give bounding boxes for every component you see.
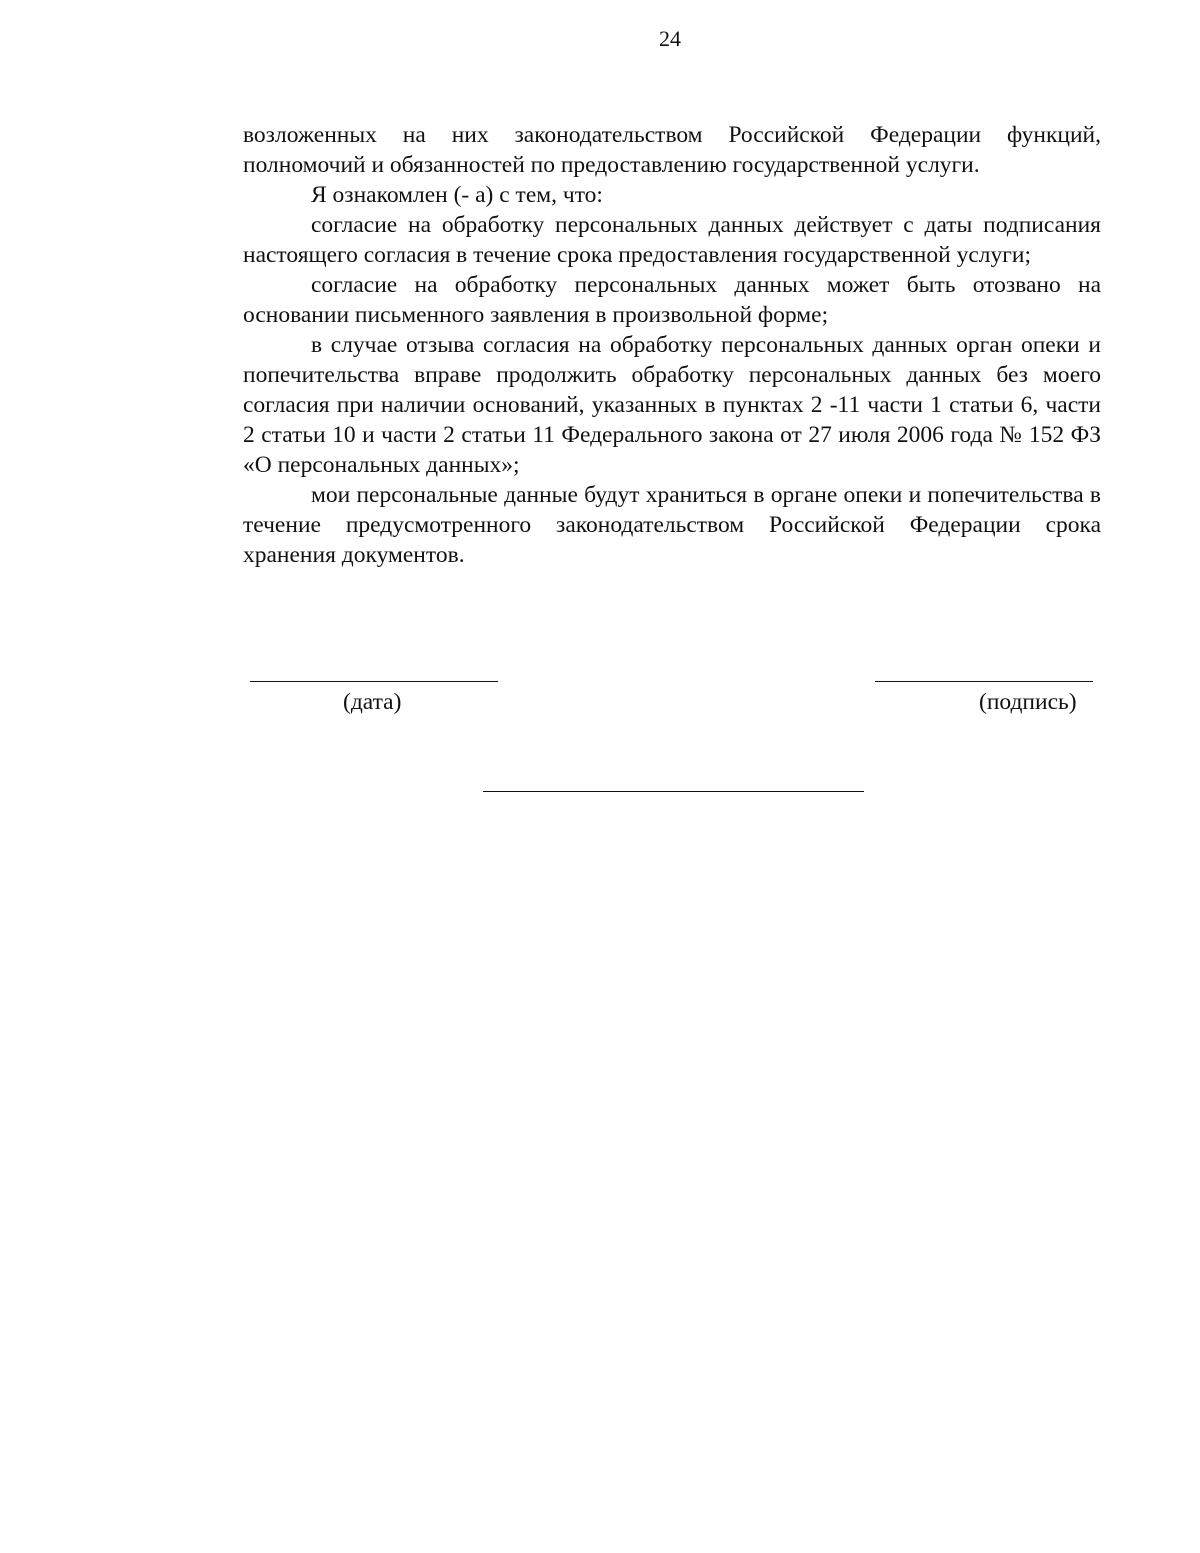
date-line	[250, 681, 498, 682]
signature-label: (подпись)	[979, 689, 1077, 715]
paragraph-consent-revocation: согласие на обработку персональных данных может быть отозвано на основании письменного заявления в произвольной форме;	[243, 272, 1101, 328]
paragraph-consent-validity: согласие на обработку персональных данных действует с даты подписания настоящего согласия в течение срока предоставления государственной услуги;	[243, 212, 1101, 268]
document-body	[243, 120, 1101, 570]
paragraph-continuation: возложенных на них законодательством Российской Федерации функций, полномочий и обязанностей по предоставлению государственной услуги.	[243, 122, 1101, 178]
date-label: (дата)	[343, 689, 402, 715]
paragraph-acknowledgement: Я ознакомлен (- а) с тем, что:	[311, 182, 603, 208]
page-number: 24	[659, 26, 681, 51]
closing-rule	[483, 791, 864, 792]
paragraph-data-storage: мои персональные данные будут храниться в органе опеки и попечительства в течение предусмотренного законодательством Российской Федерации срока хранения документов.	[243, 482, 1101, 568]
signature-line	[875, 681, 1093, 682]
paragraph-revocation-consequences: в случае отзыва согласия на обработку персональных данных орган опеки и попечительства вправе продолжить обработку персональных данных без моего согласия при наличии оснований, указанных в пунктах 2 -11 части 1 статьи 6, части 2 статьи 10 и части 2 статьи 11 Федерального закона от 27 июля 2006 года № 152 ФЗ «О персональных данных»;	[243, 332, 1101, 478]
